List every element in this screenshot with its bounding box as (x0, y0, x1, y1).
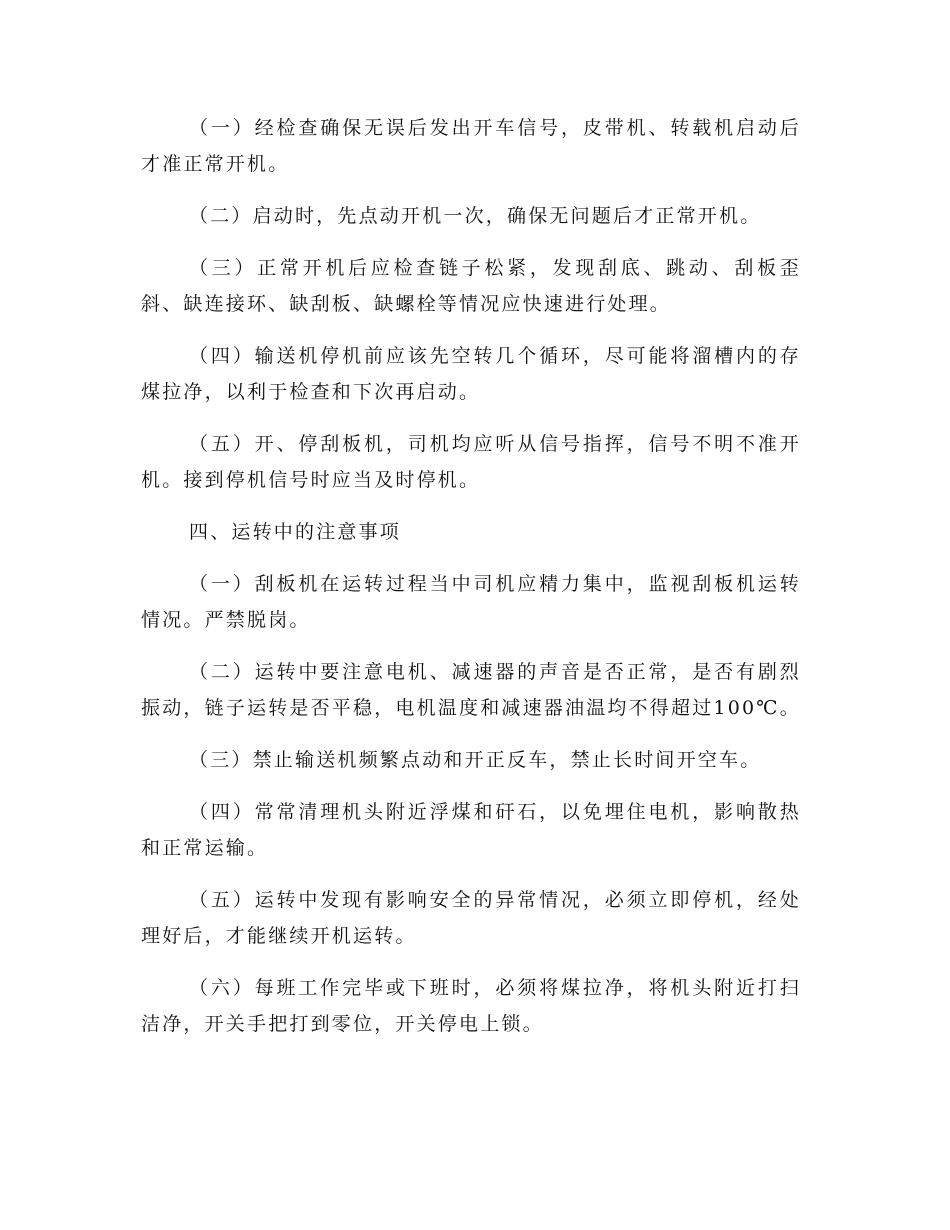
section-paragraph-2: （二）运转中要注意电机、减速器的声音是否正常，是否有剧烈振动，链子运转是否平稳，电机温度和减速器油温均不得超过100℃。 (141, 661, 801, 719)
section-paragraph-5: （五）运转中发现有影响安全的异常情况，必须立即停机，经处理好后，才能继续开机运转。 (141, 889, 801, 947)
section-paragraph-3: （三）禁止输送机频繁点动和开正反车，禁止长时间开空车。 (189, 749, 762, 771)
document-body (141, 110, 801, 1058)
paragraph-3: （三）正常开机后应检查链子松紧，发现刮底、跳动、刮板歪斜、缺连接环、缺刮板、缺螺栓等情况应快速进行处理。 (141, 257, 801, 315)
paragraph-1: （一）经检查确保无误后发出开车信号，皮带机、转载机启动后才准正常开机。 (141, 117, 801, 175)
paragraph-2: （二）启动时，先点动开机一次，确保无问题后才正常开机。 (189, 205, 762, 227)
section-paragraph-1: （一）刮板机在运转过程当中司机应精力集中，监视刮板机运转情况。严禁脱岗。 (141, 573, 801, 631)
section-heading: 四、运转中的注意事项 (189, 521, 402, 543)
section-paragraph-4: （四）常常清理机头附近浮煤和矸石，以免埋住电机，影响散热和正常运输。 (141, 801, 801, 859)
section-paragraph-6: （六）每班工作完毕或下班时，必须将煤拉净，将机头附近打扫洁净，开关手把打到零位，开关停电上锁。 (141, 977, 801, 1035)
paragraph-4: （四）输送机停机前应该先空转几个循环，尽可能将溜槽内的存煤拉净，以利于检查和下次再启动。 (141, 345, 801, 403)
paragraph-5: （五）开、停刮板机，司机均应听从信号指挥，信号不明不准开机。接到停机信号时应当及时停机。 (141, 433, 801, 491)
